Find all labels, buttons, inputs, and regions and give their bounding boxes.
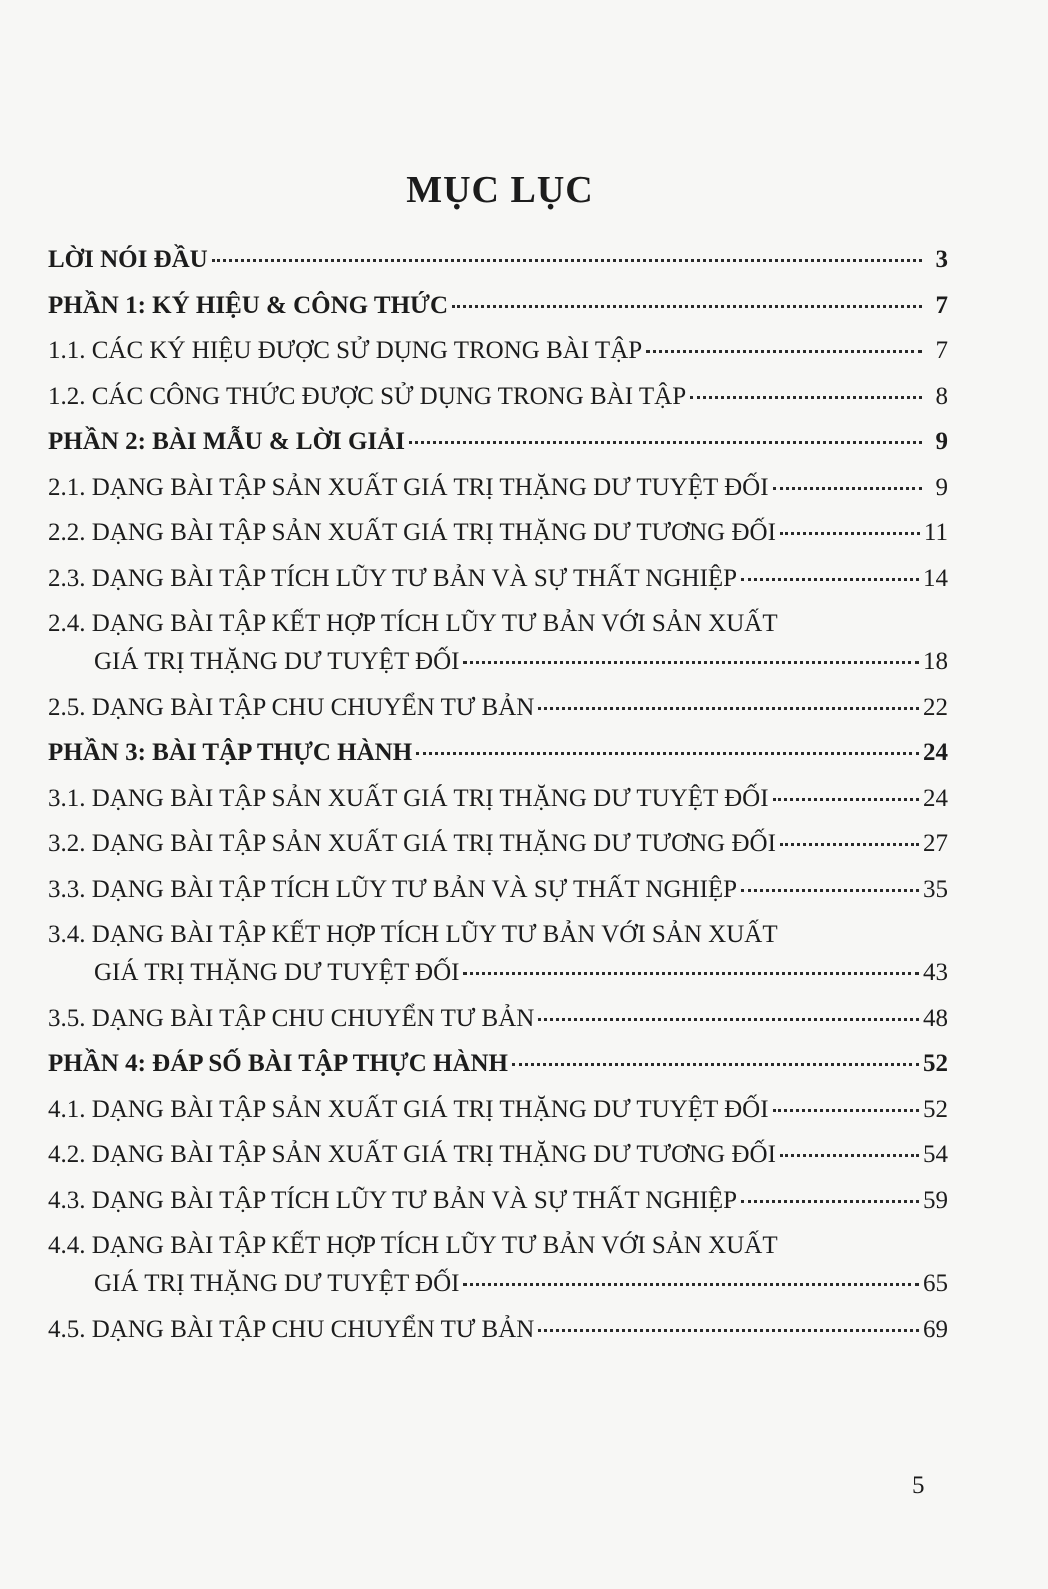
- dot-leader: [463, 966, 919, 975]
- dot-leader: [416, 746, 919, 755]
- dot-leader: [741, 572, 919, 581]
- toc-entry-label: 2.1. DẠNG BÀI TẬP SẢN XUẤT GIÁ TRỊ THẶNG DƯ TUYỆT ĐỐI: [48, 473, 769, 501]
- dot-leader: [741, 1194, 919, 1203]
- toc-entry-label: 3.3. DẠNG BÀI TẬP TÍCH LŨY TƯ BẢN VÀ SỰ THẤT NGHIỆP: [48, 875, 738, 903]
- toc-entry-page: 9: [935, 473, 948, 501]
- toc-part-entry[interactable]: [48, 246, 948, 292]
- toc-entry-page: 24: [923, 739, 948, 766]
- toc-entry-label: 3.1. DẠNG BÀI TẬP SẢN XUẤT GIÁ TRỊ THẶNG DƯ TUYỆT ĐỐI: [48, 784, 769, 812]
- dot-leader: [773, 481, 922, 490]
- toc-part-entry[interactable]: [48, 1050, 948, 1096]
- toc-entry[interactable]: [48, 921, 948, 959]
- dot-leader: [773, 1103, 919, 1112]
- toc-entry-label-continuation: GIÁ TRỊ THẶNG DƯ TUYỆT ĐỐI: [94, 648, 460, 675]
- toc-entry[interactable]: [48, 1141, 948, 1187]
- toc-entry-label: 4.3. DẠNG BÀI TẬP TÍCH LŨY TƯ BẢN VÀ SỰ THẤT NGHIỆP: [48, 1186, 738, 1214]
- table-of-contents: [48, 246, 948, 1361]
- toc-entry[interactable]: [48, 565, 948, 611]
- toc-entry-label: PHẦN 4: ĐÁP SỐ BÀI TẬP THỰC HÀNH: [48, 1050, 508, 1077]
- toc-part-entry[interactable]: [48, 428, 948, 474]
- dot-leader: [780, 1148, 919, 1157]
- dot-leader: [780, 837, 919, 846]
- toc-entry-page: 7: [935, 291, 948, 319]
- toc-entry-page: 43: [923, 959, 948, 986]
- page-title: MỤC LỤC: [406, 169, 594, 211]
- toc-entry[interactable]: [48, 785, 948, 831]
- toc-entry-page: 22: [923, 693, 948, 721]
- dot-leader: [463, 655, 919, 664]
- toc-entry-page: 3: [935, 246, 948, 273]
- toc-entry-page: 24: [923, 784, 948, 812]
- toc-entry[interactable]: [48, 1187, 948, 1233]
- dot-leader: [773, 792, 919, 801]
- toc-entry-label: 3.2. DẠNG BÀI TẬP SẢN XUẤT GIÁ TRỊ THẶNG DƯ TƯƠNG ĐỐI: [48, 830, 776, 857]
- toc-entry[interactable]: [48, 1232, 948, 1270]
- toc-entry-page: 18: [923, 648, 948, 675]
- toc-entry-page: 69: [923, 1315, 948, 1343]
- toc-entry-page: 54: [923, 1141, 948, 1168]
- toc-entry-page: 59: [923, 1186, 948, 1214]
- dot-leader: [452, 299, 922, 308]
- dot-leader: [463, 1277, 919, 1286]
- toc-entry-label: 1.1. CÁC KÝ HIỆU ĐƯỢC SỬ DỤNG TRONG BÀI TẬP: [48, 337, 643, 364]
- toc-entry-label-continuation: GIÁ TRỊ THẶNG DƯ TUYỆT ĐỐI: [94, 1270, 460, 1297]
- dot-leader: [741, 883, 919, 892]
- toc-part-entry[interactable]: [48, 292, 948, 338]
- toc-entry-label-continuation: GIÁ TRỊ THẶNG DƯ TUYỆT ĐỐI: [94, 959, 460, 986]
- dot-leader: [538, 1323, 919, 1332]
- dot-leader: [409, 435, 922, 444]
- toc-entry-label: 3.5. DẠNG BÀI TẬP CHU CHUYỂN TƯ BẢN: [48, 1004, 535, 1032]
- toc-entry-label: 1.2. CÁC CÔNG THỨC ĐƯỢC SỬ DỤNG TRONG BÀI TẬP: [48, 382, 687, 410]
- dot-leader: [780, 526, 920, 535]
- toc-entry-label: 4.2. DẠNG BÀI TẬP SẢN XUẤT GIÁ TRỊ THẶNG DƯ TƯƠNG ĐỐI: [48, 1141, 776, 1168]
- toc-entry[interactable]: [48, 1316, 948, 1362]
- toc-entry-label: 4.1. DẠNG BÀI TẬP SẢN XUẤT GIÁ TRỊ THẶNG DƯ TUYỆT ĐỐI: [48, 1095, 769, 1123]
- toc-entry-label: PHẦN 3: BÀI TẬP THỰC HÀNH: [48, 739, 413, 766]
- toc-entry-page: 52: [923, 1050, 948, 1077]
- toc-entry-page: 11: [923, 519, 948, 546]
- toc-entry-label: PHẦN 2: BÀI MẪU & LỜI GIẢI: [48, 428, 405, 455]
- toc-entry[interactable]: [48, 474, 948, 520]
- toc-entry-continuation[interactable]: [48, 959, 948, 1005]
- dot-leader: [512, 1057, 919, 1066]
- toc-entry[interactable]: [48, 383, 948, 429]
- dot-leader: [212, 253, 922, 262]
- toc-entry-label: PHẦN 1: KÝ HIỆU & CÔNG THỨC: [48, 291, 448, 319]
- dot-leader: [646, 344, 922, 353]
- toc-entry-page: 7: [935, 337, 948, 364]
- toc-entry[interactable]: [48, 610, 948, 648]
- dot-leader: [690, 390, 922, 399]
- toc-entry[interactable]: [48, 337, 948, 383]
- toc-entry-label: 2.3. DẠNG BÀI TẬP TÍCH LŨY TƯ BẢN VÀ SỰ THẤT NGHIỆP: [48, 564, 738, 592]
- toc-entry-label: 2.5. DẠNG BÀI TẬP CHU CHUYỂN TƯ BẢN: [48, 693, 535, 721]
- toc-entry-continuation[interactable]: [48, 1270, 948, 1316]
- toc-entry-label: 2.2. DẠNG BÀI TẬP SẢN XUẤT GIÁ TRỊ THẶNG DƯ TƯƠNG ĐỐI: [48, 519, 776, 546]
- toc-entry-page: 35: [923, 875, 948, 903]
- toc-entry-page: 8: [935, 382, 948, 410]
- toc-entry-label: 4.5. DẠNG BÀI TẬP CHU CHUYỂN TƯ BẢN: [48, 1315, 535, 1343]
- toc-entry[interactable]: [48, 1096, 948, 1142]
- dot-leader: [538, 1012, 919, 1021]
- toc-entry-continuation[interactable]: [48, 648, 948, 694]
- toc-entry-page: 52: [923, 1095, 948, 1123]
- toc-entry[interactable]: [48, 519, 948, 565]
- toc-entry[interactable]: [48, 876, 948, 922]
- toc-entry[interactable]: [48, 830, 948, 876]
- toc-entry-label: 4.4. DẠNG BÀI TẬP KẾT HỢP TÍCH LŨY TƯ BẢN VỚI SẢN XUẤT: [48, 1232, 778, 1259]
- toc-entry-page: 65: [923, 1270, 948, 1297]
- toc-entry-page: 9: [935, 428, 948, 455]
- dot-leader: [538, 701, 919, 710]
- toc-entry[interactable]: [48, 694, 948, 740]
- toc-entry-label: LỜI NÓI ĐẦU: [48, 246, 208, 273]
- toc-entry-page: 27: [923, 830, 948, 857]
- toc-entry-label: 3.4. DẠNG BÀI TẬP KẾT HỢP TÍCH LŨY TƯ BẢN VỚI SẢN XUẤT: [48, 921, 778, 948]
- toc-entry-page: 14: [923, 564, 948, 592]
- toc-entry[interactable]: [48, 1005, 948, 1051]
- page-number: 5: [912, 1472, 925, 1499]
- toc-entry-label: 2.4. DẠNG BÀI TẬP KẾT HỢP TÍCH LŨY TƯ BẢN VỚI SẢN XUẤT: [48, 610, 778, 637]
- toc-part-entry[interactable]: [48, 739, 948, 785]
- toc-entry-page: 48: [923, 1004, 948, 1032]
